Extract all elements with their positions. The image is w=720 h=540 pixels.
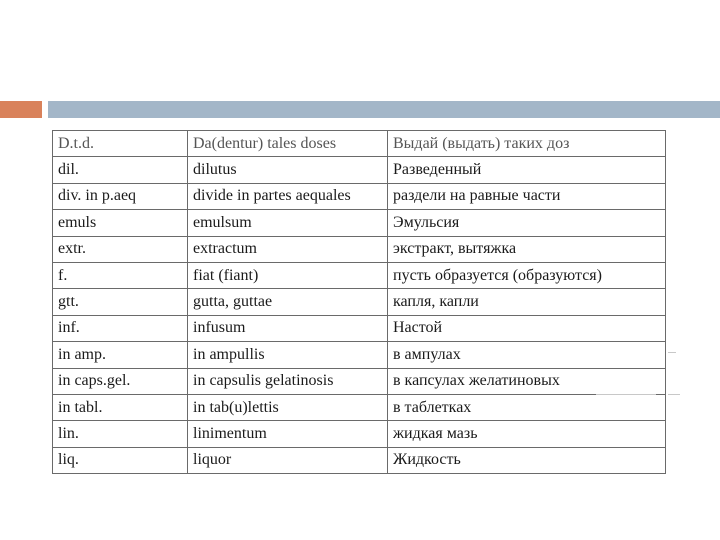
table-row [53,289,666,315]
russian-cell: Выдай (выдать) таких доз [388,131,666,157]
abbr-cell: lin. [53,421,188,447]
russian-cell: жидкая мазь [388,421,666,447]
latin-cell: divide in partes aequales [188,183,388,209]
abbr-cell: f. [53,262,188,288]
abbr-cell: extr. [53,236,188,262]
table-row [53,315,666,341]
russian-cell: в таблетках [388,394,666,420]
table-row [53,131,666,157]
russian-cell: Жидкость [388,447,666,473]
latin-cell: extractum [188,236,388,262]
header-accent-bar [0,101,42,118]
table-row [53,262,666,288]
scan-artifact [668,352,676,353]
abbr-cell: D.t.d. [53,131,188,157]
abbr-cell: in caps.gel. [53,368,188,394]
table-row [53,394,666,420]
table-row [53,342,666,368]
russian-cell: капля, капли [388,289,666,315]
abbr-cell: div. in p.aeq [53,183,188,209]
abbreviation-table-area [52,134,665,487]
russian-cell: экстракт, вытяжка [388,236,666,262]
latin-cell: dilutus [188,157,388,183]
latin-cell: infusum [188,315,388,341]
table-row [53,368,666,394]
abbr-cell: gtt. [53,289,188,315]
table-row [53,236,666,262]
russian-cell: пусть образуется (образуются) [388,262,666,288]
latin-cell: liquor [188,447,388,473]
table-row [53,157,666,183]
abbreviation-table [52,130,666,474]
abbr-cell: liq. [53,447,188,473]
abbr-cell: emuls [53,210,188,236]
russian-cell: раздели на равные части [388,183,666,209]
table-row [53,183,666,209]
table-row [53,447,666,473]
latin-cell: in capsulis gelatinosis [188,368,388,394]
latin-cell: in tab(u)lettis [188,394,388,420]
abbr-cell: in tabl. [53,394,188,420]
latin-cell: emulsum [188,210,388,236]
latin-cell: linimentum [188,421,388,447]
latin-cell: Da(dentur) tales doses [188,131,388,157]
latin-cell: fiat (fiant) [188,262,388,288]
russian-cell: Настой [388,315,666,341]
table-row [53,210,666,236]
latin-cell: in ampullis [188,342,388,368]
abbr-cell: dil. [53,157,188,183]
russian-cell: в ампулах [388,342,666,368]
header-title-bar [48,101,720,118]
scan-artifact [668,394,680,395]
latin-cell: gutta, guttae [188,289,388,315]
russian-cell: в капсулах желатиновых [388,368,666,394]
russian-cell: Разведенный [388,157,666,183]
abbr-cell: in amp. [53,342,188,368]
abbr-cell: inf. [53,315,188,341]
table-row [53,421,666,447]
russian-cell: Эмульсия [388,210,666,236]
scan-artifact [596,394,656,395]
